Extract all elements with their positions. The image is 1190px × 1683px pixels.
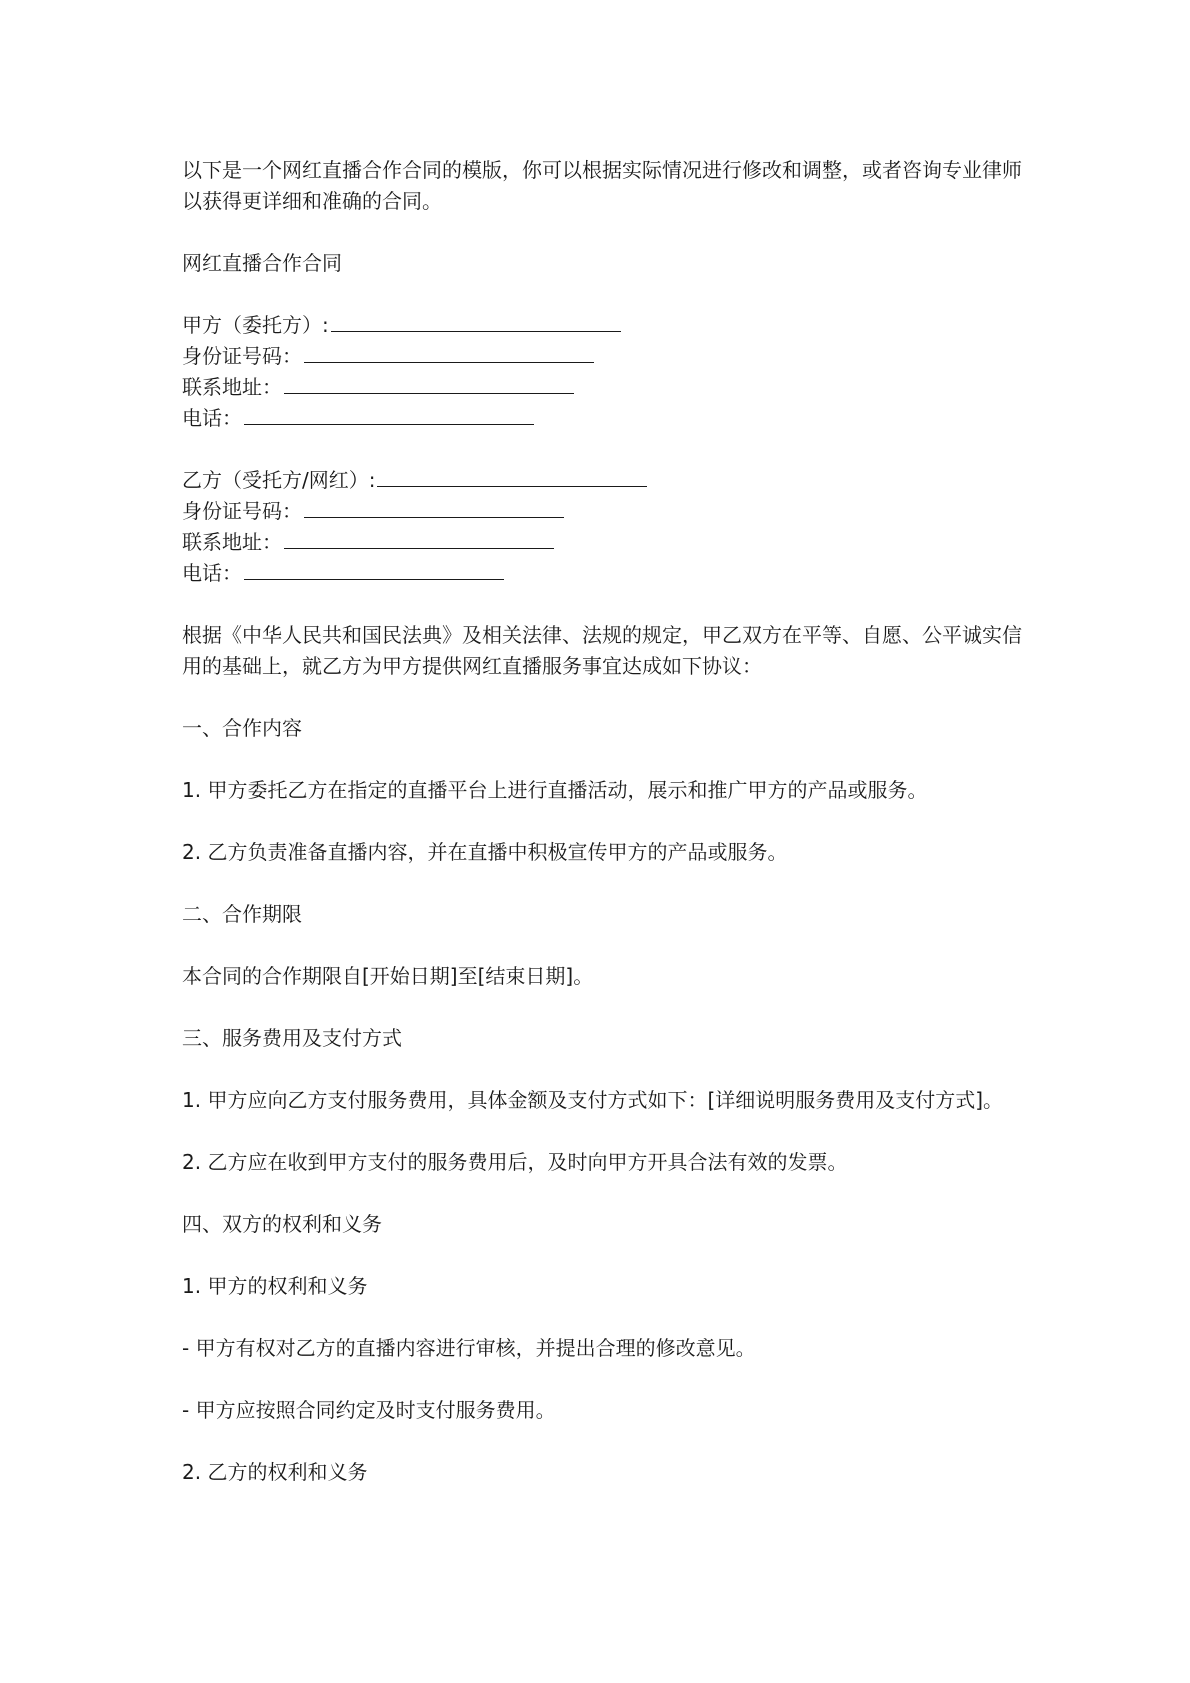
section-3-heading: 三、服务费用及支付方式	[182, 1026, 402, 1050]
party-b-id-label: 身份证号码：	[182, 499, 302, 523]
party-a-phone-field	[182, 403, 1022, 434]
party-a-name-blank	[331, 311, 621, 332]
party-a-name-label: 甲方（委托方）:	[182, 313, 329, 337]
intro-paragraph: 以下是一个网红直播合作合同的模版，你可以根据实际情况进行修改和调整，或者咨询专业律师以获得更详细和准确的合同。	[182, 158, 1022, 213]
contract-title: 网红直播合作合同	[182, 251, 342, 275]
party-b-phone-blank	[244, 559, 504, 580]
party-a-address-field	[182, 372, 1022, 403]
party-b-address-blank	[284, 528, 554, 549]
party-b-phone-label: 电话：	[182, 561, 242, 585]
section-1-heading: 一、合作内容	[182, 716, 302, 740]
party-a-address-blank	[284, 373, 574, 394]
section-2-text: 本合同的合作期限自[开始日期]至[结束日期]。	[182, 964, 594, 988]
section-4-sub-1-item-1: - 甲方有权对乙方的直播内容进行审核，并提出合理的修改意见。	[182, 1336, 756, 1360]
party-a-id-field	[182, 341, 1022, 372]
section-4-sub-1: 1. 甲方的权利和义务	[182, 1274, 368, 1298]
section-2-heading: 二、合作期限	[182, 902, 302, 926]
party-a-name-field	[182, 310, 1022, 341]
section-1-item-1: 1. 甲方委托乙方在指定的直播平台上进行直播活动，展示和推广甲方的产品或服务。	[182, 778, 928, 802]
section-4-sub-2: 2. 乙方的权利和义务	[182, 1460, 368, 1484]
party-a-id-blank	[304, 342, 594, 363]
party-a-address-label: 联系地址：	[182, 375, 282, 399]
section-3-item-2: 2. 乙方应在收到甲方支付的服务费用后，及时向甲方开具合法有效的发票。	[182, 1150, 848, 1174]
contract-document	[182, 155, 1022, 1488]
party-b-name-field	[182, 465, 1022, 496]
party-b-phone-field	[182, 558, 1022, 589]
party-b-name-blank	[377, 466, 647, 487]
party-b-id-field	[182, 496, 1022, 527]
party-a-phone-label: 电话：	[182, 406, 242, 430]
party-b-name-label: 乙方（受托方/网红）:	[182, 468, 376, 492]
party-b-address-field	[182, 527, 1022, 558]
party-b-address-label: 联系地址：	[182, 530, 282, 554]
section-1-item-2: 2. 乙方负责准备直播内容，并在直播中积极宣传甲方的产品或服务。	[182, 840, 788, 864]
section-4-sub-1-item-2: - 甲方应按照合同约定及时支付服务费用。	[182, 1398, 556, 1422]
section-3-item-1: 1. 甲方应向乙方支付服务费用，具体金额及支付方式如下：[详细说明服务费用及支付方式]。	[182, 1088, 1004, 1112]
party-b-id-blank	[304, 497, 564, 518]
preamble-paragraph: 根据《中华人民共和国民法典》及相关法律、法规的规定，甲乙双方在平等、自愿、公平诚实信用的基础上，就乙方为甲方提供网红直播服务事宜达成如下协议：	[182, 623, 1022, 678]
section-4-heading: 四、双方的权利和义务	[182, 1212, 382, 1236]
party-a-phone-blank	[244, 404, 534, 425]
party-a-id-label: 身份证号码：	[182, 344, 302, 368]
